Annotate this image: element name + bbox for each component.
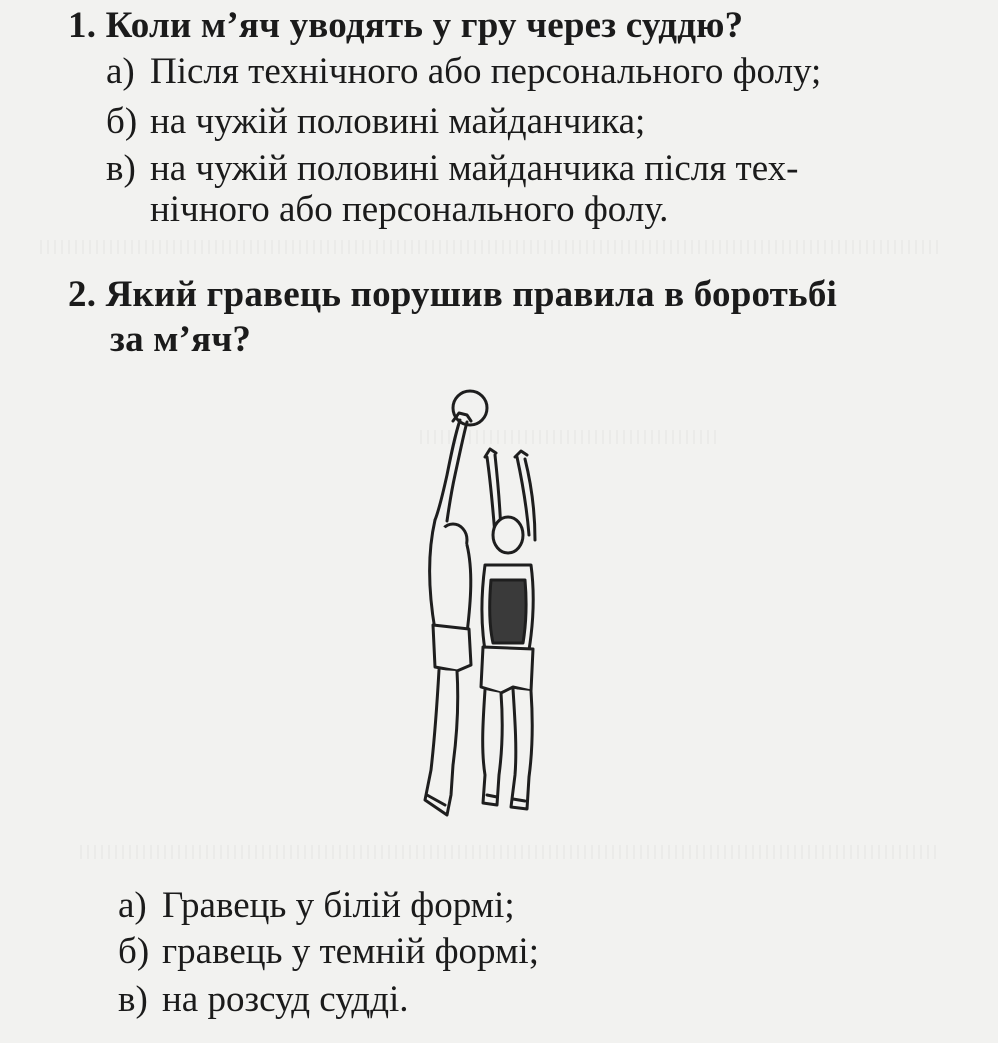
- question-2-title: 2. Який гравець порушив правила в боротьбі: [68, 274, 838, 315]
- question-1-option-c-continued: нічного або персонального фолу.: [150, 189, 669, 230]
- question-2-option-a: а) Гравець у білій формі;: [118, 885, 515, 926]
- scan-noise: [40, 240, 940, 254]
- question-2-option-c: в) на розсуд судді.: [118, 979, 409, 1020]
- question-1-option-b: б) на чужій половині майданчика;: [106, 101, 646, 142]
- scan-noise: [80, 845, 940, 859]
- basketball-players-jump-ball-illustration: [405, 375, 565, 845]
- question-1-option-a: а) Після технічного або персонального фолу;: [106, 51, 822, 92]
- question-2-option-b: б) гравець у темній формі;: [118, 931, 539, 972]
- question-1-title: 1. Коли м’яч уводять у гру через суддю?: [68, 5, 744, 46]
- question-2-title-continued: за м’яч?: [110, 319, 252, 360]
- question-1-option-c: в) на чужій половині майданчика після тех-: [106, 148, 799, 189]
